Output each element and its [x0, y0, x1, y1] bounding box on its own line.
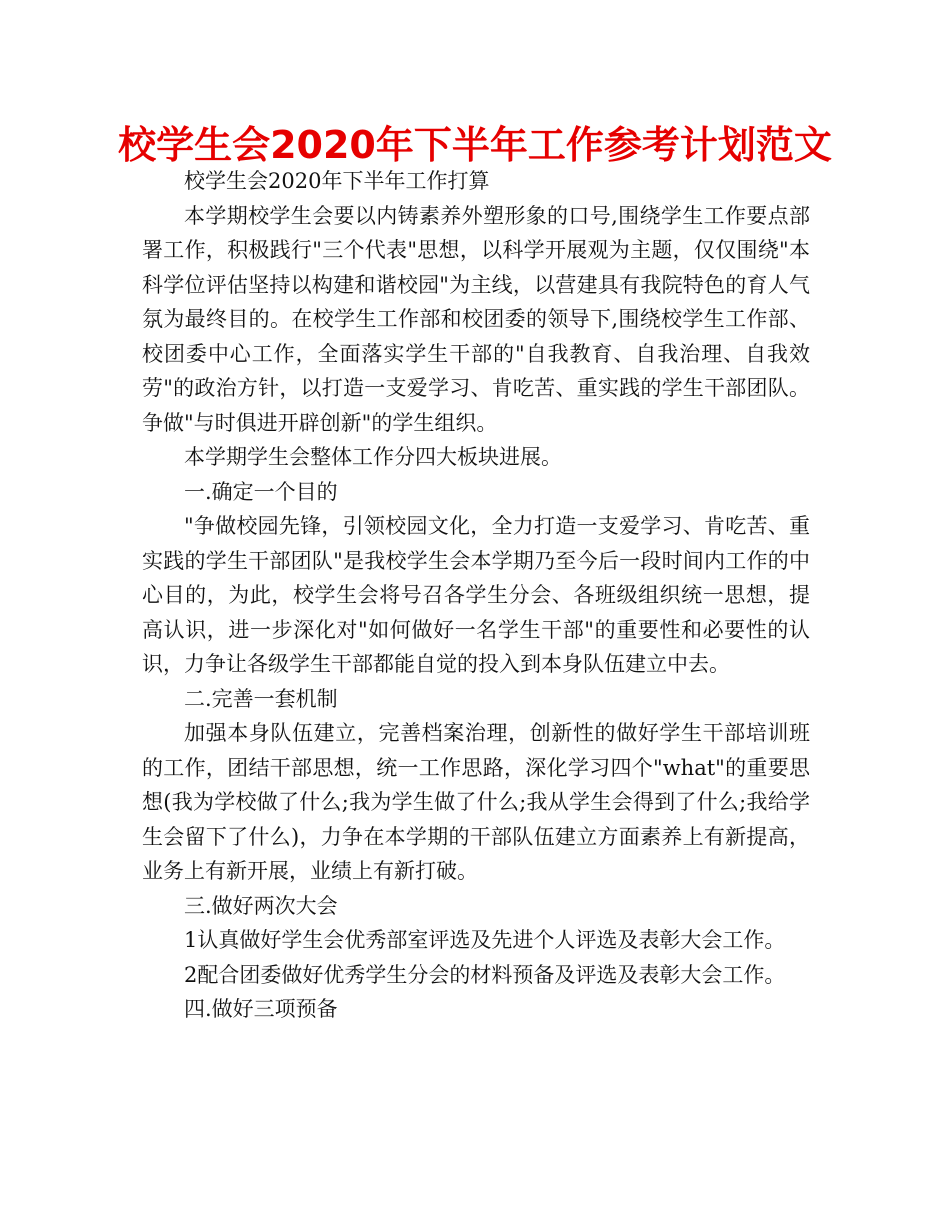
paragraph-overview: 本学期学生会整体工作分四大板块进展。	[184, 445, 562, 469]
document-body	[142, 164, 810, 1027]
list-item-2: 2配合团委做好优秀学生分会的材料预备及评选及表彰大会工作。	[184, 962, 786, 987]
list-item-1: 1认真做好学生会优秀部室评选及先进个人评选及表彰大会工作。	[184, 928, 786, 952]
section-heading-3: 三.做好两次大会	[184, 893, 338, 918]
section-heading-4: 四.做好三项预备	[184, 997, 338, 1021]
paragraph-section-2: 加强本身队伍建立，完善档案治理，创新性的做好学生干部培训班的工作，团结干部思想，统一工作思路，深化学习四个"what"的重要思想(我为学校做了什么;我为学生做了什么;我从学生会得到了什么;我给学生会留下了什么)，力争在本学期的干部队伍建立方面素养上有新提高，业务上有新开展，业绩上有新打破。	[142, 721, 810, 883]
section-heading-2: 二.完善一套机制	[184, 686, 338, 711]
paragraph-intro: 本学期校学生会要以内铸素养外塑形象的口号,围绕学生工作要点部署工作，积极践行"三个代表"思想，以科学开展观为主题，仅仅围绕"本科学位评估坚持以构建和谐校园"为主线，以营建具有我院特色的育人气氛为最终目的。在校学生工作部和校团委的领导下,围绕校学生工作部、校团委中心工作，全面落实学生干部的"自我教育、自我治理、自我效劳"的政治方针，以打造一支爱学习、肯吃苦、重实践的学生干部团队。争做"与时俱进开辟创新"的学生组织。	[142, 203, 810, 435]
paragraph-section-1: "争做校园先锋，引领校园文化，全力打造一支爱学习、肯吃苦、重实践的学生干部团队"是我校学生会本学期乃至今后一段时间内工作的中心目的，为此，校学生会将号召各学生分会、各班级组织统一思想，提高认识，进一步深化对"如何做好一名学生干部"的重要性和必要性的认识，力争让各级学生干部都能自觉的投入到本身队伍建立中去。	[142, 514, 810, 676]
document-title: 校学生会2020年下半年工作参考计划范文	[118, 123, 832, 167]
section-heading-1: 一.确定一个目的	[184, 479, 338, 504]
paragraph-subtitle: 校学生会2020年下半年工作打算	[184, 169, 490, 193]
